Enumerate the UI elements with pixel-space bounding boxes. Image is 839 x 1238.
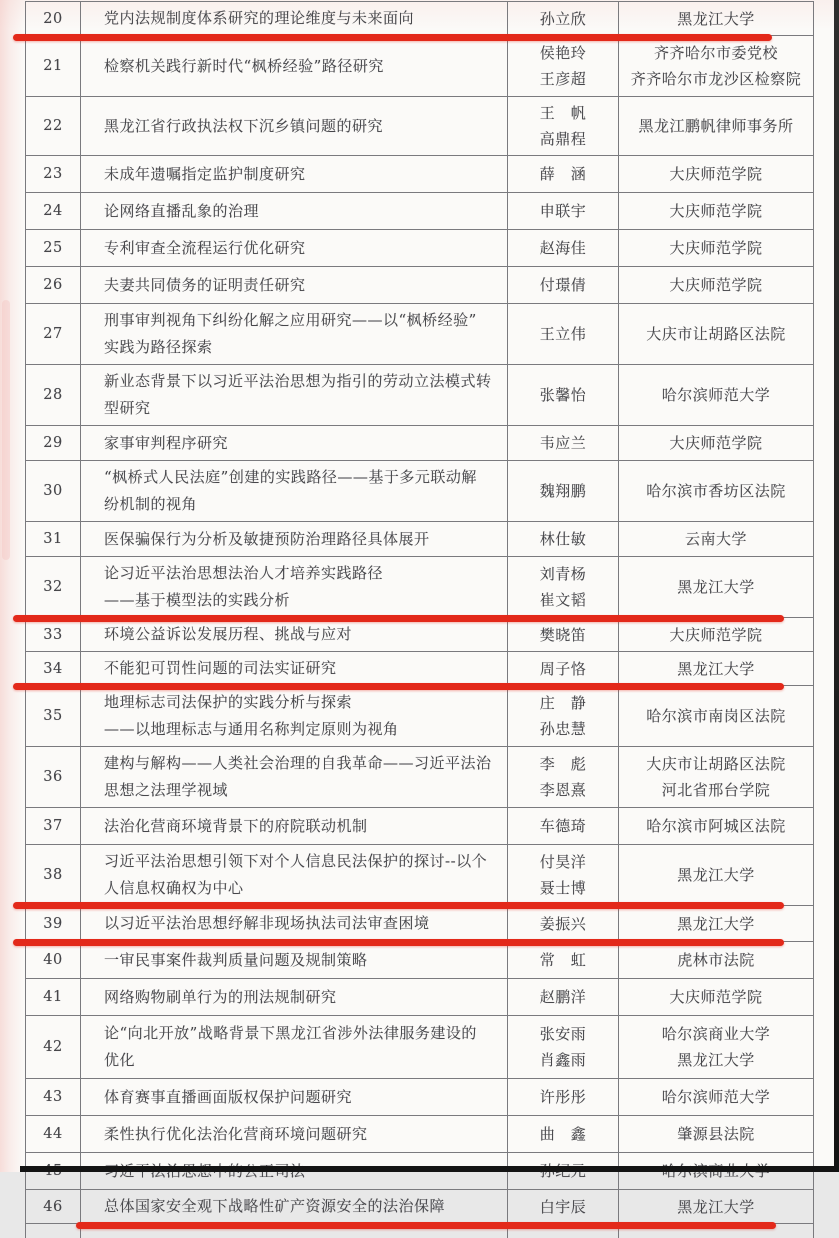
table-row — [26, 304, 814, 365]
title-line: 专利审查全流程运行优化研究 — [104, 238, 306, 257]
institution-name: 大庆师范学院 — [669, 988, 763, 1006]
authors-cell — [508, 686, 619, 746]
institution-name: 黑龙江大学 — [677, 1051, 755, 1069]
row-number: 25 — [26, 230, 81, 266]
authors-cell — [508, 193, 619, 229]
title-cell — [81, 426, 508, 460]
author-name: 聂士博 — [539, 879, 587, 897]
row-number: 32 — [26, 557, 81, 617]
row-number: 27 — [26, 304, 81, 364]
title-line: 黑龙江省行政执法权下沉乡镇问题的研究 — [104, 116, 384, 135]
author-name: 周子恪 — [539, 659, 587, 678]
authors-cell — [508, 522, 619, 556]
institution-name: 哈尔滨市南岗区法院 — [646, 707, 786, 725]
title-line: 论“向北开放”战略背景下黑龙江省涉外法律服务建设的 — [104, 1024, 477, 1042]
institution-name: 齐齐哈尔市委党校 — [653, 44, 778, 62]
title-cell — [81, 1079, 508, 1115]
title-cell — [81, 461, 508, 521]
title-cell — [81, 686, 508, 746]
table-row — [26, 618, 814, 652]
author-name: 孙忠慧 — [539, 720, 587, 738]
institution-cell — [619, 426, 814, 460]
row-number: 38 — [26, 845, 81, 905]
institution-cell — [619, 906, 814, 941]
institution-cell — [619, 522, 814, 556]
institution-name: 大庆师范学院 — [669, 239, 763, 257]
title-line: 检察机关践行新时代“枫桥经验”路径研究 — [104, 56, 384, 75]
institution-name: 哈尔滨商业大学 — [661, 1025, 771, 1043]
institution-cell — [619, 686, 814, 746]
author-name: 张安雨 — [539, 1025, 587, 1043]
title-line: 环境公益诉讼发展历程、挑战与应对 — [104, 625, 353, 643]
author-name: 申联宇 — [539, 202, 587, 220]
institution-name: 大庆师范学院 — [669, 202, 763, 220]
row-number: 29 — [26, 426, 81, 460]
institution-name: 黑龙江大学 — [677, 578, 755, 596]
author-name: 肖鑫雨 — [539, 1051, 587, 1069]
title-cell — [81, 1016, 508, 1078]
authors-cell — [508, 365, 619, 425]
title-cell — [81, 267, 508, 303]
institution-name: 大庆市让胡路区法院 — [646, 325, 786, 343]
authors-cell — [508, 979, 619, 1015]
title-cell — [81, 808, 508, 844]
table-row — [26, 2, 814, 36]
institution-name: 大庆师范学院 — [669, 434, 763, 452]
row-number: 34 — [26, 652, 81, 685]
title-line: 地理标志司法保护的实践分析与探索 — [104, 693, 353, 711]
partial-cell — [26, 1224, 81, 1238]
institution-name: 河北省邢台学院 — [661, 781, 771, 799]
title-cell — [81, 1116, 508, 1152]
institution-cell — [619, 304, 814, 364]
author-name: 王彦超 — [539, 70, 587, 88]
institution-cell — [619, 2, 814, 35]
author-name: 李恩熹 — [539, 781, 587, 799]
title-line: 实践为路径探索 — [104, 338, 213, 356]
institution-cell — [619, 618, 814, 651]
row-number: 33 — [26, 618, 81, 651]
author-name: 林仕敏 — [539, 530, 587, 548]
red-underline-annotation — [13, 902, 784, 909]
photo-bottom-edge — [20, 1166, 839, 1172]
row-number: 26 — [26, 267, 81, 303]
title-line: 党内法规制度体系研究的理论维度与未来面向 — [104, 9, 415, 27]
author-name: 常 虹 — [539, 951, 587, 969]
author-name: 曲 鑫 — [539, 1125, 587, 1143]
title-line: 柔性执行优化法治化营商环境问题研究 — [104, 1124, 368, 1143]
institution-name: 大庆师范学院 — [669, 625, 763, 644]
title-line: 型研究 — [104, 399, 151, 417]
institution-cell — [619, 1079, 814, 1115]
row-number: 20 — [26, 2, 81, 35]
authors-cell — [508, 97, 619, 155]
author-name: 付璟倩 — [539, 276, 587, 294]
title-line: 家事审判程序研究 — [104, 433, 229, 452]
institution-name: 哈尔滨市阿城区法院 — [646, 817, 786, 835]
institution-name: 云南大学 — [684, 530, 747, 548]
authors-cell — [508, 808, 619, 844]
title-cell — [81, 942, 508, 978]
title-cell — [81, 845, 508, 905]
table-row — [26, 906, 814, 942]
title-line: 不能犯可罚性问题的司法实证研究 — [104, 659, 337, 677]
institution-cell — [619, 97, 814, 155]
title-cell — [81, 2, 508, 35]
title-line: ——基于模型法的实践分析 — [104, 591, 291, 609]
title-line: 建构与解构——人类社会治理的自我革命——习近平法治 — [104, 754, 492, 772]
institution-name: 黑龙江鹏帆律师事务所 — [638, 117, 794, 135]
title-line: 未成年遗嘱指定监护制度研究 — [104, 164, 306, 183]
row-number: 22 — [26, 97, 81, 155]
institution-name: 黑龙江大学 — [677, 9, 755, 28]
authors-cell — [508, 942, 619, 978]
table-row — [26, 1079, 814, 1116]
institution-name: 虎林市法院 — [677, 951, 755, 969]
author-name: 付昊洋 — [539, 853, 587, 871]
author-name: 薛 涵 — [539, 165, 587, 183]
author-name: 白宇辰 — [539, 1197, 587, 1216]
institution-cell — [619, 1190, 814, 1223]
table-row — [26, 1016, 814, 1079]
institution-cell — [619, 808, 814, 844]
institution-name: 大庆师范学院 — [669, 165, 763, 183]
table-row — [26, 193, 814, 230]
institution-cell — [619, 557, 814, 617]
table-row — [26, 36, 814, 97]
table-row — [26, 557, 814, 618]
author-name: 韦应兰 — [539, 434, 587, 452]
title-line: 新业态背景下以习近平法治思想为指引的劳动立法模式转 — [104, 372, 492, 390]
title-line: ——以地理标志与通用名称判定原则为视角 — [104, 720, 399, 738]
title-line: 优化 — [104, 1051, 136, 1069]
authors-cell — [508, 304, 619, 364]
red-underline-annotation — [13, 34, 772, 41]
title-line: 一审民事案件裁判质量问题及规制策略 — [104, 950, 368, 969]
authors-cell — [508, 2, 619, 35]
table-row — [26, 461, 814, 522]
title-line: 体育赛事直播画面版权保护问题研究 — [104, 1087, 353, 1106]
row-number: 39 — [26, 906, 81, 941]
author-name: 李 彪 — [539, 755, 587, 773]
title-line: 总体国家安全观下战略性矿产资源安全的法治保障 — [104, 1197, 446, 1215]
authors-cell — [508, 618, 619, 651]
results-table — [25, 1, 814, 1238]
title-cell — [81, 156, 508, 192]
table-row — [26, 686, 814, 747]
author-name: 张馨怡 — [539, 386, 587, 404]
red-underline-annotation — [13, 615, 784, 622]
row-number: 30 — [26, 461, 81, 521]
authors-cell — [508, 1190, 619, 1223]
institution-name: 大庆师范学院 — [669, 276, 763, 294]
title-cell — [81, 365, 508, 425]
authors-cell — [508, 906, 619, 941]
title-line: 医保骗保行为分析及敏捷预防治理路径具体展开 — [104, 529, 430, 548]
title-cell — [81, 97, 508, 155]
institution-cell — [619, 193, 814, 229]
authors-cell — [508, 747, 619, 807]
institution-cell — [619, 845, 814, 905]
title-cell — [81, 652, 508, 685]
title-line: “枫桥式人民法庭”创建的实践路径——基于多元联动解 — [104, 468, 477, 486]
institution-cell — [619, 461, 814, 521]
title-cell — [81, 304, 508, 364]
row-number: 21 — [26, 36, 81, 96]
table-row — [26, 979, 814, 1016]
author-name: 孙立欣 — [539, 9, 587, 28]
table-row — [26, 845, 814, 906]
row-number: 28 — [26, 365, 81, 425]
red-underline-annotation — [76, 1222, 776, 1229]
author-name: 樊晓笛 — [539, 625, 587, 644]
row-number: 43 — [26, 1079, 81, 1115]
row-number: 44 — [26, 1116, 81, 1152]
table-row — [26, 1190, 814, 1224]
title-cell — [81, 36, 508, 96]
row-number: 40 — [26, 942, 81, 978]
institution-cell — [619, 156, 814, 192]
authors-cell — [508, 36, 619, 96]
institution-cell — [619, 747, 814, 807]
title-cell — [81, 230, 508, 266]
table-row — [26, 808, 814, 845]
title-line: 以习近平法治思想纾解非现场执法司法审查困境 — [104, 914, 430, 932]
title-line: 法治化营商环境背景下的府院联动机制 — [104, 816, 368, 835]
institution-cell — [619, 1116, 814, 1152]
table-row — [26, 522, 814, 557]
row-number: 37 — [26, 808, 81, 844]
title-line: 习近平法治思想引领下对个人信息民法保护的探讨--以个 — [104, 852, 488, 870]
authors-cell — [508, 267, 619, 303]
author-name: 魏翔鹏 — [539, 482, 587, 500]
title-line: 纷机制的视角 — [104, 495, 198, 513]
row-number: 24 — [26, 193, 81, 229]
institution-cell — [619, 1016, 814, 1078]
authors-cell — [508, 1079, 619, 1115]
institution-name: 哈尔滨师范大学 — [661, 386, 771, 404]
title-line: 夫妻共同债务的证明责任研究 — [104, 275, 306, 294]
table-row — [26, 365, 814, 426]
institution-name: 肇源县法院 — [677, 1125, 755, 1143]
author-name: 赵海佳 — [539, 239, 587, 257]
institution-cell — [619, 942, 814, 978]
title-cell — [81, 618, 508, 651]
table-row — [26, 97, 814, 156]
row-number: 23 — [26, 156, 81, 192]
authors-cell — [508, 1116, 619, 1152]
author-name: 侯艳玲 — [539, 44, 587, 62]
title-cell — [81, 979, 508, 1015]
authors-cell — [508, 845, 619, 905]
author-name: 王立伟 — [539, 325, 587, 343]
row-number: 46 — [26, 1190, 81, 1223]
table-row — [26, 267, 814, 304]
authors-cell — [508, 230, 619, 266]
author-name: 庄 静 — [539, 694, 587, 712]
pink-smudge — [2, 300, 10, 560]
authors-cell — [508, 1016, 619, 1078]
institution-name: 大庆市让胡路区法院 — [646, 755, 786, 773]
title-cell — [81, 906, 508, 941]
table-row — [26, 747, 814, 808]
title-cell — [81, 557, 508, 617]
red-underline-annotation — [13, 683, 784, 690]
author-name: 崔文韬 — [539, 591, 587, 609]
row-number: 31 — [26, 522, 81, 556]
row-number: 42 — [26, 1016, 81, 1078]
institution-name: 黑龙江大学 — [677, 914, 755, 933]
title-line: 思想之法理学视域 — [104, 781, 229, 799]
authors-cell — [508, 426, 619, 460]
author-name: 许彤彤 — [539, 1088, 587, 1106]
author-name: 姜振兴 — [539, 914, 587, 933]
photo-right-edge — [834, 0, 839, 1172]
institution-name: 黑龙江大学 — [677, 1197, 755, 1216]
title-cell — [81, 747, 508, 807]
author-name: 车德琦 — [539, 817, 587, 835]
red-underline-annotation — [13, 939, 784, 946]
title-cell — [81, 1190, 508, 1223]
title-line: 人信息权确权为中心 — [104, 879, 244, 897]
institution-name: 齐齐哈尔市龙沙区检察院 — [630, 70, 802, 88]
authors-cell — [508, 652, 619, 685]
institution-cell — [619, 36, 814, 96]
table-row — [26, 230, 814, 267]
authors-cell — [508, 156, 619, 192]
author-name: 高鼎程 — [539, 130, 587, 148]
institution-name: 哈尔滨师范大学 — [661, 1088, 771, 1106]
institution-cell — [619, 652, 814, 685]
title-cell — [81, 522, 508, 556]
institution-cell — [619, 267, 814, 303]
title-line: 论网络直播乱象的治理 — [104, 201, 260, 220]
author-name: 王 帆 — [539, 104, 587, 122]
row-number: 35 — [26, 686, 81, 746]
table-row — [26, 156, 814, 193]
title-line: 论习近平法治思想法治人才培养实践路径 — [104, 564, 384, 582]
title-cell — [81, 193, 508, 229]
table-row — [26, 652, 814, 686]
authors-cell — [508, 461, 619, 521]
table-row — [26, 942, 814, 979]
institution-name: 黑龙江大学 — [677, 866, 755, 884]
title-line: 网络购物刷单行为的刑法规制研究 — [104, 987, 337, 1006]
table-row — [26, 1116, 814, 1153]
institution-name: 黑龙江大学 — [677, 659, 755, 678]
authors-cell — [508, 557, 619, 617]
institution-cell — [619, 230, 814, 266]
institution-cell — [619, 979, 814, 1015]
author-name: 刘青杨 — [539, 565, 587, 583]
table-row — [26, 426, 814, 461]
row-number: 41 — [26, 979, 81, 1015]
row-number: 36 — [26, 747, 81, 807]
institution-cell — [619, 365, 814, 425]
institution-name: 哈尔滨市香坊区法院 — [646, 482, 786, 500]
author-name: 赵鹏洋 — [539, 988, 587, 1006]
title-line: 刑事审判视角下纠纷化解之应用研究——以“枫桥经验” — [104, 311, 477, 329]
